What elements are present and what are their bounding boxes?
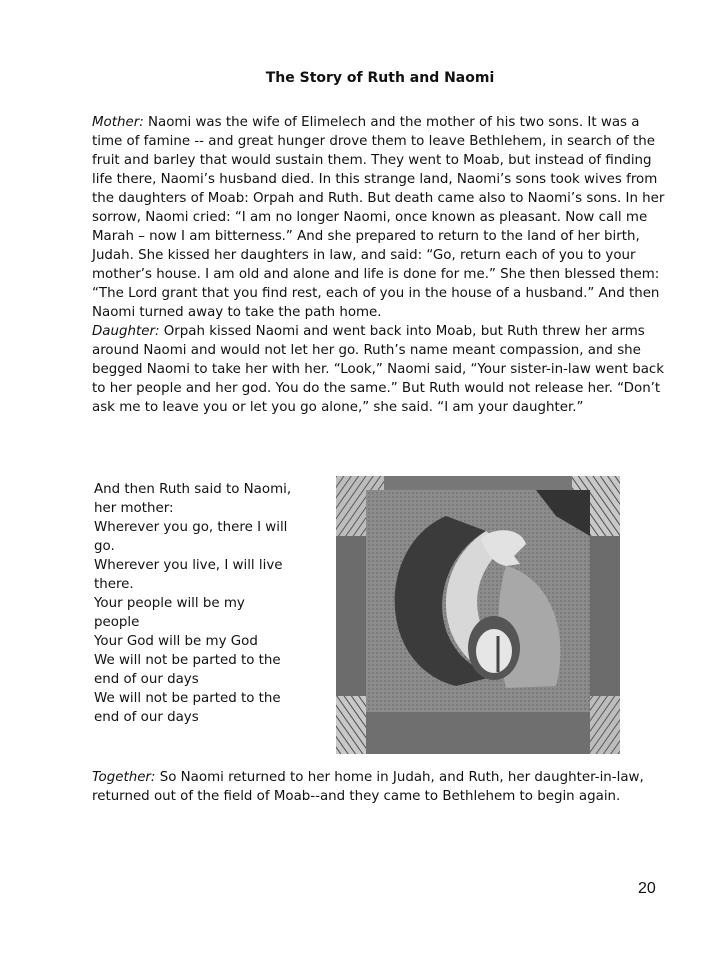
poem-line: And then Ruth said to Naomi, her mother: [94,482,292,516]
together-paragraph [92,768,652,806]
poem-line: Wherever you live, I will live there. [94,558,283,592]
poem-line: Wherever you go, there I will go. [94,520,288,554]
poem-line: Your people will be my people [94,596,245,630]
ruth-naomi-illustration [336,476,620,754]
document-title: The Story of Ruth and Naomi [265,70,495,86]
together-speaker-label: Together: [92,770,156,785]
together-text: So Naomi returned to her home in Judah, and Ruth, her daughter-in-law, returned out of the field of Moab--and they came to Bethlehem to begin again. [92,770,644,804]
ruth-poem [94,480,294,727]
poem-line: Your God will be my God [94,634,258,649]
poem-line: We will not be parted to the end of our days [94,691,281,725]
mother-text: Naomi was the wife of Elimelech and the mother of his two sons. It was a time of famine -- and great hunger drove them to leave Bethlehem, in search of the fruit and barley that would sustain them. They went to Moab, but instead of finding life there, Naomi’s husband died. In this strange land, Naomi’s sons took wives from the daughters of Moab: Orpah and Ruth. But death came also to Naomi’s sons. In her sorrow, Naomi cried: “I am no longer Naomi, once known as pleasant. Now call me Marah – now I am bitterness.” And she prepared to return to the land of her birth, Judah. She kissed her daughters in law, and said: “Go, return each of you to your mother’s house. I am old and alone and life is done for me.” She then blessed them: “The Lord grant that you find rest, each of you in the house of a husband.” And then Naomi turned away to take the path home. [92,115,665,320]
narrative-paragraph [92,113,666,417]
poem-line: We will not be parted to the end of our days [94,653,281,687]
daughter-text: Orpah kissed Naomi and went back into Moab, but Ruth threw her arms around Naomi and would not let her go. Ruth’s name meant compassion, and she begged Naomi to take her with her. “Look,” Naomi said, “Your sister-in-law went back to her people and her god. You do the same.” But Ruth would not release her. “Don’t ask me to leave you or let you go alone,” she said. “I am your daughter.” [92,324,665,415]
mother-speaker-label: Mother: [92,115,144,130]
page-number: 20 [638,880,656,897]
daughter-speaker-label: Daughter: [92,324,160,339]
